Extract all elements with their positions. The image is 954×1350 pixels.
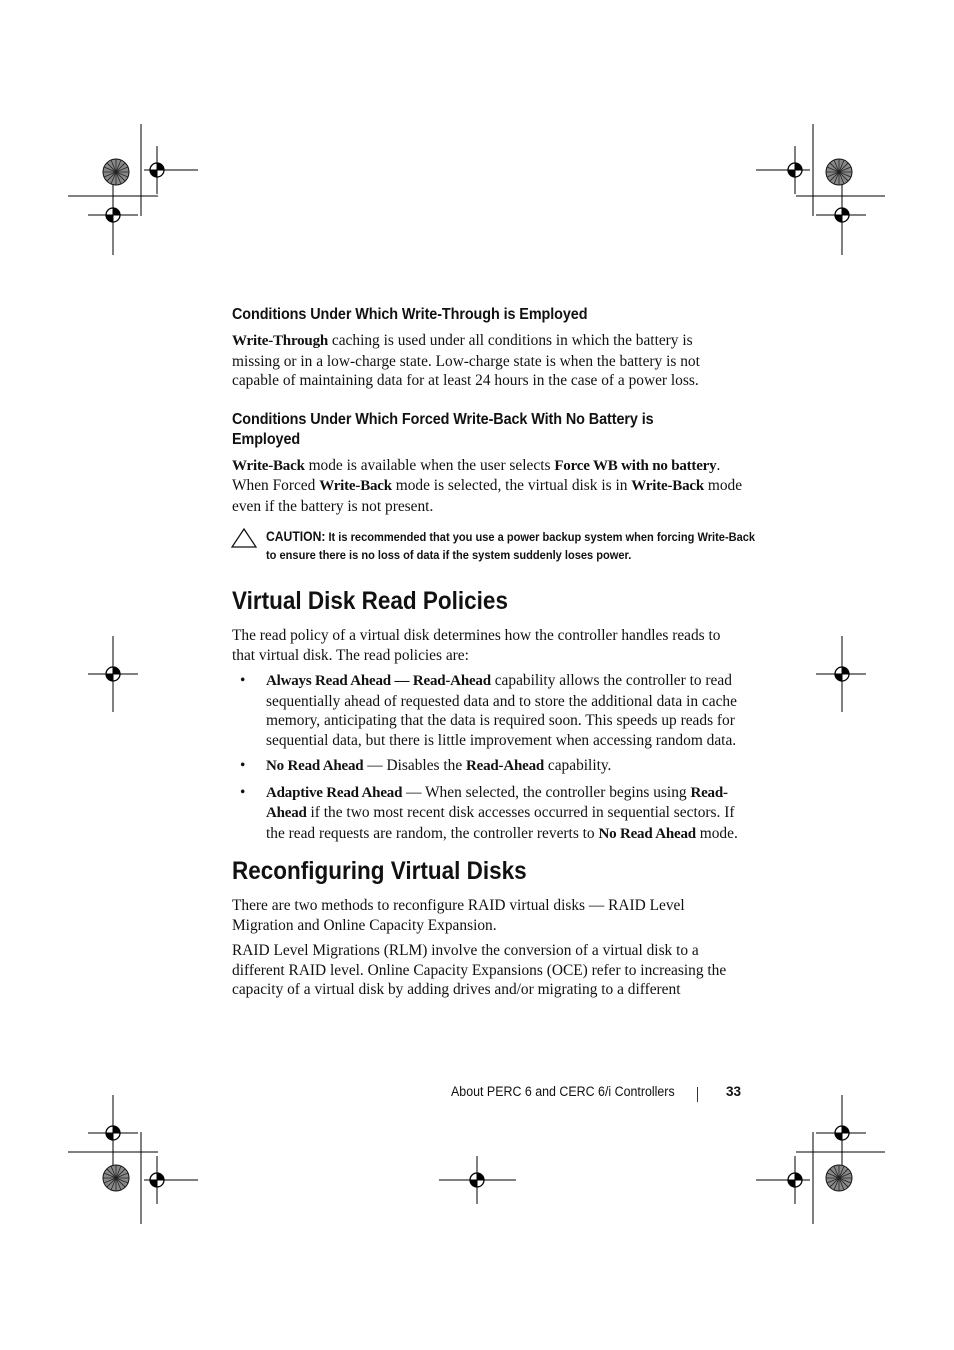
list-item-text: mode. [695,824,738,842]
term-read-ahead: Read-Ahead [466,758,545,774]
bullet: • [240,757,246,774]
write-through-paragraph [232,331,744,391]
term-write-through: Write-Through [232,333,329,349]
page-content [232,305,756,1000]
term-always-read-ahead: Always Read Ahead [266,673,391,689]
list-item [232,756,744,777]
list-item [232,671,744,750]
term-no-read-ahead: No Read Ahead [598,825,696,842]
list-item-text: — Disables the [363,757,467,774]
caution-label: CAUTION: [266,529,326,544]
bullet: • [240,783,246,801]
reconfiguring-paragraph-1: There are two methods to reconfigure RAID virtual disks — RAID Level Migration and Online Capacity Expansion. [232,897,685,934]
term-adaptive-read-ahead: Adaptive Read Ahead [266,784,403,801]
caution-body: It is recommended that you use a power backup system when forcing Write-Back to ensure there is no loss of data if the system suddenly loses power. [266,530,756,562]
page-number: 33 [726,1084,742,1099]
term-write-back: Write-Back [232,457,305,474]
paragraph-text: mode is selected, the virtual disk is in [391,477,632,494]
read-policies-heading: Virtual Disk Read Policies [232,587,508,615]
list-item-text: — When selected, the controller begins using [402,783,691,801]
read-policies-intro: The read policy of a virtual disk determines how the controller handles reads to that virtual disk. The read policies are: [232,627,721,664]
term-read-ahead: Read-Ahead [412,673,491,689]
term-write-back: Write-Back [631,478,704,494]
list-item-text: capability allows the controller to read sequentially ahead of requested data and to store the additional data in cache memory, anticipating that the data is required soon. This speeds up reads for sequential data, but there is little improvement when accessing random data. [266,672,737,749]
term-force-wb: Force WB with no battery [554,457,717,474]
separator: — [390,673,413,689]
list-item [232,783,744,845]
reconfiguring-paragraph-2: RAID Level Migrations (RLM) involve the conversion of a virtual disk to a different RAID level. Online Capacity Expansions (OCE) refer to increasing the capacity of a virtual disk by adding drives and/or migrating to a different [232,942,727,998]
paragraph-text: . When Forced [232,456,721,494]
write-through-heading: Conditions Under Which Write-Through is Employed [232,306,588,323]
caution-triangle-icon [231,527,257,549]
read-policies-list [232,671,744,844]
term-write-back: Write-Back [319,478,392,494]
paragraph-text: caching is used under all conditions in which the battery is missing or in a low-charge state. Low-charge state is when the battery is not capable of maintaining data for at least 24 hours in the case of a power loss. [232,332,700,389]
paragraph-text: mode is available when the user selects [304,456,555,474]
list-item-text: if the two most recent disk accesses occurred in sequential sectors. If the read requests are random, the controller reverts to [266,804,735,842]
paragraph-text: mode even if the battery is not present. [232,477,743,515]
footer-separator [697,1087,698,1102]
term-read-ahead: Read-Ahead [266,784,728,821]
forced-wb-heading: Conditions Under Which Forced Write-Back With No Battery is Employed [232,410,654,448]
bullet: • [240,672,246,689]
caution-text [266,528,765,564]
footer-title: About PERC 6 and CERC 6/i Controllers [451,1084,675,1099]
forced-wb-paragraph [232,456,744,517]
reconfiguring-heading: Reconfiguring Virtual Disks [232,857,527,885]
list-item-text: capability. [544,757,612,774]
term-no-read-ahead: No Read Ahead [266,758,364,774]
caution-note [232,528,756,564]
